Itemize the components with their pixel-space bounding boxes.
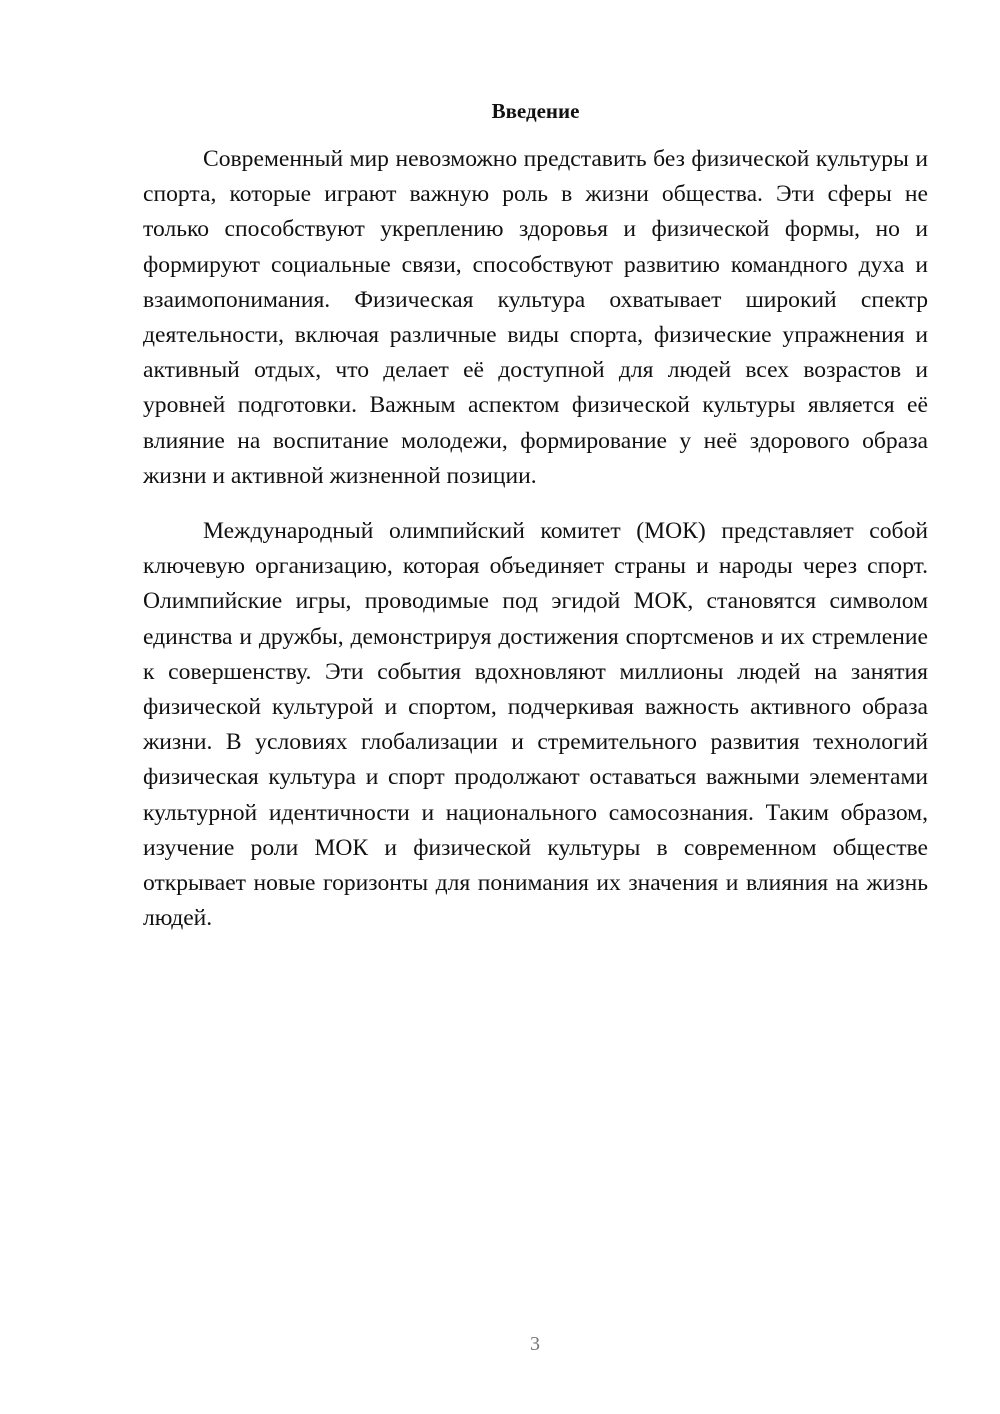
page-title: Введение [491, 99, 580, 123]
body-text [143, 142, 928, 936]
paragraph-intro: Современный мир невозможно представить без физической культуры и спорта, которые играют важную роль в жизни общества. Эти сферы не только способствуют укреплению здоровья и физической формы, но и формируют социальные связи, способствуют развитию командного духа и взаимопонимания. Физическая культура охватывает широкий спектр деятельности, включая различные виды спорта, физические упражнения и активный отдых, что делает её доступной для людей всех возрастов и уровней подготовки. Важным аспектом физической культуры является её влияние на воспитание молодежи, формирование у неё здорового образа жизни и активной жизненной позиции. [143, 146, 928, 489]
paragraph-ioc: Международный олимпийский комитет (МОК) представляет собой ключевую организацию, которая объединяет страны и народы через спорт. Олимпийские игры, проводимые под эгидой МОК, становятся символом единства и дружбы, демонстрируя достижения спортсменов и их стремление к совершенству. Эти события вдохновляют миллионы людей на занятия физической культурой и спортом, подчеркивая важность активного образа жизни. В условиях глобализации и стремительного развития технологий физическая культура и спорт продолжают оставаться важными элементами культурной идентичности и национального самосознания. Таким образом, изучение роли МОК и физической культуры в современном обществе открывает новые горизонты для понимания их значения и влияния на жизнь людей. [143, 518, 928, 932]
page-number: 3 [530, 1333, 540, 1355]
heading-container [143, 97, 928, 125]
